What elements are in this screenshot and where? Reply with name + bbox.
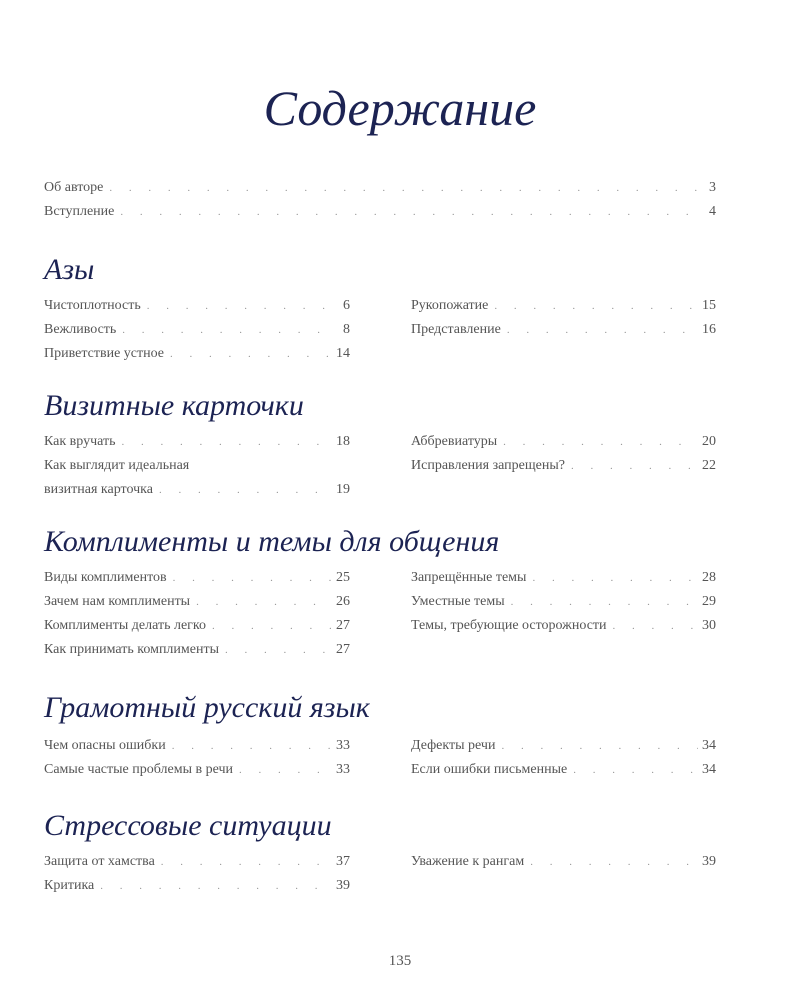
toc-entry-page: 25 (336, 570, 350, 585)
toc-entry-intro-0[interactable] (44, 176, 716, 200)
toc-entry[interactable] (44, 850, 350, 874)
toc-entry[interactable] (44, 342, 350, 366)
toc-entry-label: Как вручать (44, 434, 116, 449)
toc-entry[interactable] (44, 638, 350, 662)
dot-leader (109, 176, 698, 200)
dot-leader (503, 430, 698, 454)
dot-leader (122, 318, 332, 342)
toc-entry-page: 34 (702, 762, 716, 777)
toc-entry-label: Вступление (44, 204, 115, 219)
toc-entry-page: 27 (336, 618, 350, 633)
section-title: Комплименты и темы для общения (44, 525, 500, 558)
toc-entry-page: 39 (702, 854, 716, 869)
section-title: Азы (44, 253, 95, 286)
toc-entry-label: Чистоплотность (44, 298, 141, 313)
dot-leader (122, 430, 333, 454)
dot-leader (147, 294, 332, 318)
toc-entry[interactable] (44, 590, 350, 614)
toc-entry-intro-1[interactable] (44, 200, 716, 224)
dot-leader (161, 850, 332, 874)
toc-entry-page: 33 (336, 762, 350, 777)
toc-entry-page: 28 (702, 570, 716, 585)
toc-entry-label: Рукопожатие (411, 298, 489, 313)
dot-leader (196, 590, 332, 614)
toc-entry-page: 37 (336, 854, 350, 869)
toc-entry[interactable] (411, 566, 716, 590)
toc-entry-label: Приветствие устное (44, 346, 164, 361)
section-title: Стрессовые ситуации (44, 809, 332, 842)
dot-leader (170, 342, 332, 366)
toc-entry-label: Вежливость (44, 322, 117, 337)
toc-entry-label: Запрещённые темы (411, 570, 527, 585)
toc-entry[interactable] (44, 614, 350, 638)
dot-leader (613, 614, 698, 638)
toc-entry-page: 29 (702, 594, 716, 609)
dot-leader (212, 614, 332, 638)
toc-entry[interactable] (411, 294, 716, 318)
toc-entry-page: 20 (702, 434, 716, 449)
toc-entry[interactable] (44, 566, 350, 590)
dot-leader (511, 590, 698, 614)
toc-entry[interactable] (44, 478, 350, 502)
dot-leader (120, 200, 698, 224)
toc-entry-label: Самые частые проблемы в речи (44, 762, 233, 777)
toc-entry-page: 26 (336, 594, 350, 609)
toc-entry[interactable] (411, 454, 716, 478)
dot-leader (172, 734, 332, 758)
toc-entry-label: Уважение к рангам (411, 854, 525, 869)
toc-entry-label: визитная карточка (44, 482, 153, 497)
toc-entry[interactable] (44, 734, 350, 758)
toc-entry-label: Дефекты речи (411, 738, 496, 753)
toc-entry-page: 3 (709, 180, 716, 195)
toc-entry-label: Виды комплиментов (44, 570, 167, 585)
dot-leader (530, 850, 698, 874)
dot-leader (159, 478, 332, 502)
dot-leader (573, 758, 698, 782)
dot-leader (532, 566, 698, 590)
toc-entry[interactable] (411, 318, 716, 342)
toc-entry-page: 6 (343, 298, 350, 313)
toc-entry-label: Зачем нам комплименты (44, 594, 191, 609)
toc-entry[interactable] (411, 734, 716, 758)
toc-entry-page: 8 (343, 322, 350, 337)
page-number: 135 (388, 953, 412, 969)
dot-leader (173, 566, 332, 590)
toc-entry-label: Аббревиатуры (411, 434, 498, 449)
toc-entry[interactable] (44, 294, 350, 318)
toc-entry-page: 15 (702, 298, 716, 313)
toc-entry-page: 18 (336, 434, 350, 449)
toc-entry-page: 14 (336, 346, 350, 361)
toc-entry-label: Если ошибки письменные (411, 762, 568, 777)
toc-entry[interactable] (411, 614, 716, 638)
toc-entry[interactable] (411, 758, 716, 782)
page-title: Содержание (263, 80, 537, 136)
toc-entry-page: 4 (709, 204, 716, 219)
toc-entry[interactable] (411, 850, 716, 874)
toc-entry[interactable] (44, 318, 350, 342)
toc-entry-label: Критика (44, 878, 95, 893)
toc-entry[interactable] (411, 590, 716, 614)
toc-entry-label: Чем опасны ошибки (44, 738, 166, 753)
dot-leader (239, 758, 332, 782)
toc-entry-label: Защита от хамства (44, 854, 155, 869)
toc-entry-label: Представление (411, 322, 501, 337)
toc-entry-label: Темы, требующие осторожности (411, 618, 607, 633)
toc-entry-page: 19 (336, 482, 350, 497)
toc-entry-label: Как принимать комплименты (44, 642, 219, 657)
toc-entry[interactable] (411, 430, 716, 454)
toc-entry-page: 34 (702, 738, 716, 753)
dot-leader (494, 294, 698, 318)
section-title: Грамотный русский язык (44, 691, 370, 724)
dot-leader (571, 454, 698, 478)
toc-entry[interactable] (44, 758, 350, 782)
toc-entry-label: Комплименты делать легко (44, 618, 207, 633)
toc-entry[interactable] (44, 874, 350, 898)
toc-entry[interactable] (44, 430, 350, 454)
section-title: Визитные карточки (44, 389, 304, 422)
toc-entry-label: Исправления запрещены? (411, 458, 565, 473)
toc-entry-page: 27 (336, 642, 350, 657)
toc-entry-page: 39 (336, 878, 350, 893)
toc-entry-page: 33 (336, 738, 350, 753)
dot-leader (507, 318, 698, 342)
dot-leader (501, 734, 698, 758)
dot-leader (100, 874, 332, 898)
dot-leader (225, 638, 332, 662)
toc-entry-page: 16 (702, 322, 716, 337)
toc-entry-page: 22 (702, 458, 716, 473)
toc-entry-label: Об авторе (44, 180, 104, 195)
toc-entry-label-line1[interactable]: Как выглядит идеальная (44, 458, 190, 473)
toc-entry-label: Уместные темы (411, 594, 505, 609)
toc-entry-page: 30 (702, 618, 716, 633)
